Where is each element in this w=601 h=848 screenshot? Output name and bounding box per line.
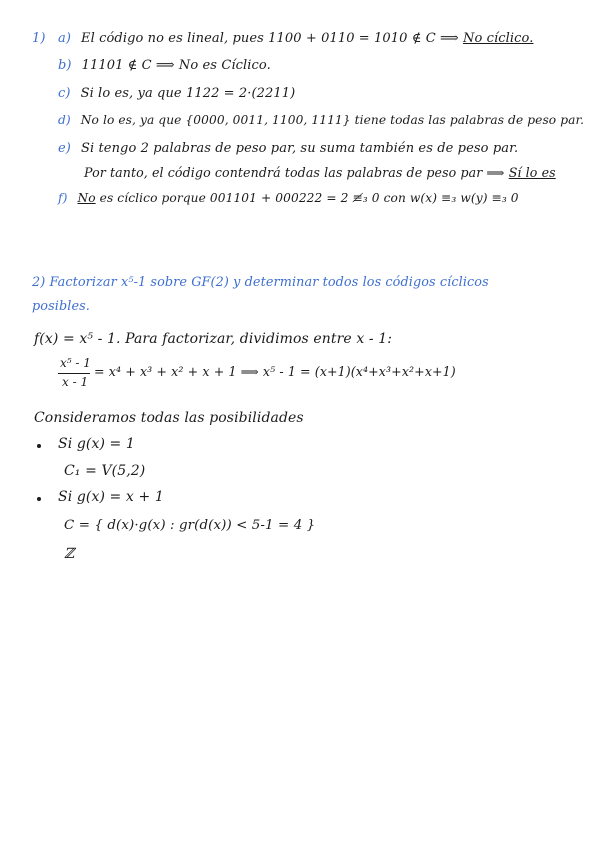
no-underlined: No [77,191,96,205]
item-1a: a) El código no es lineal, pues 1100 + 0110 = 1010 ∉ C ⟹ No cíclico. [58,31,534,46]
si-lo-es-conclusion: Sí lo es [508,165,556,180]
bullet-1 [37,444,41,448]
case-1-result: C₁ = V(5,2) [64,463,146,479]
item-1e: e) Si tengo 2 palabras de peso par, su suma también es de peso par. [58,141,519,156]
consider-heading: Consideramos todas las posibilidades [34,410,304,426]
exercise-1-number: 1) [32,31,46,46]
case-2-condition: Si g(x) = x + 1 [58,489,164,505]
exercise-2-title: 2) Factorizar x⁵-1 sobre GF(2) y determinar todos los códigos cíclicos [32,275,489,290]
item-1c: c) Si lo es, ya que 1122 = 2·(2211) [58,86,296,101]
division-result: = x⁴ + x³ + x² + x + 1 ⟹ x⁵ - 1 = (x+1)(x⁴+x³+x²+x+1) [94,364,456,379]
item-1e-continuation: Por tanto, el código contendrá todas las palabras de peso par ⟹ Sí lo es [84,165,556,180]
trailing-mark: ℤ [64,546,75,562]
case-2-result: C = { d(x)·g(x) : gr(d(x)) < 5-1 = 4 } [64,518,316,533]
fraction-denominator: x - 1 [62,375,89,389]
item-1f: f) No es cíclico porque 001101 + 000222 = 2 ≢₃ 0 con w(x) ≡₃ w(y) ≡₃ 0 [58,191,519,205]
item-1d: d) No lo es, ya que {0000, 0011, 1100, 1111} tiene todas las palabras de peso par. [58,113,585,127]
fraction-numerator: x⁵ - 1 [60,356,91,370]
fraction-bar [58,373,90,374]
bullet-2 [37,497,41,501]
f-definition-line: f(x) = x⁵ - 1. Para factorizar, dividimos entre x - 1: [34,331,393,347]
exercise-2-title-cont: posibles. [32,299,90,314]
item-1b: b) 11101 ∉ C ⟹ No es Cíclico. [58,58,271,73]
no-ciclico-conclusion: No cíclico. [462,31,534,46]
case-1-condition: Si g(x) = 1 [58,436,135,452]
